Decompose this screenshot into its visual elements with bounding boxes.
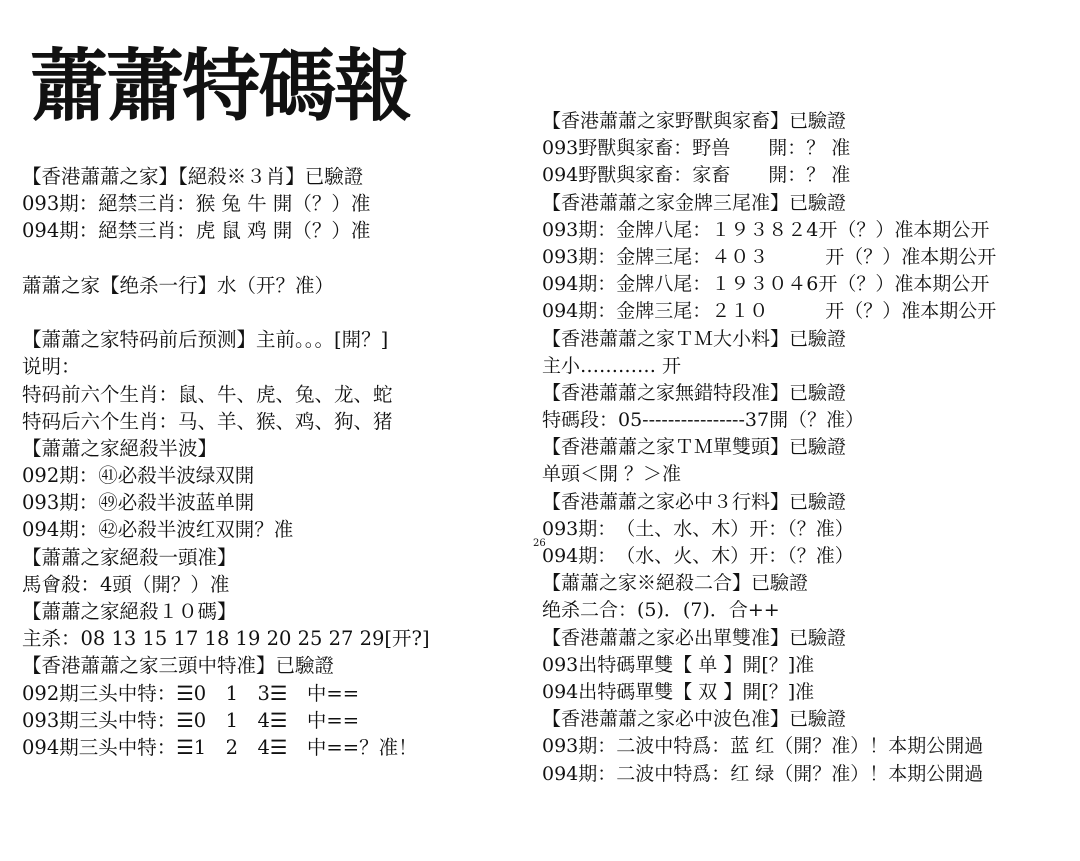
text-line: 094期：絕禁三肖：虎 鼠 鸡 開（？）准: [22, 219, 371, 243]
text-line: 【香港蕭蕭之家三頭中特准】已驗證: [22, 654, 335, 678]
text-line: 特码前六个生肖：鼠、牛、虎、兔、龙、蛇: [22, 382, 393, 406]
text-line: 特码后六个生肖：马、羊、猴、鸡、狗、猪: [22, 409, 393, 433]
text-line: 【香港蕭蕭之家ＴＭ大小料】已驗證: [542, 327, 847, 350]
text-line: 【香港蕭蕭之家金牌三尾准】已驗證: [542, 191, 847, 214]
text-line: 馬會殺：4頭（開？）准: [22, 572, 230, 596]
text-line: 092期：㊶必殺半波绿双開: [22, 464, 255, 488]
text-line: 094期三头中特：☰1 2 4☰ 中==？准！: [22, 735, 418, 759]
text-line: 094野獸與家畜：家畜 開：？ 准: [542, 164, 851, 187]
text-line: 【香港蕭蕭之家野獸與家畜】已驗證: [542, 110, 847, 132]
blank-line: [22, 245, 522, 272]
page-title: 蕭蕭特碼報: [30, 41, 411, 132]
text-line: 【蕭蕭之家絕殺１０碼】: [22, 600, 237, 623]
text-line: 094期： （水、火、木）开：（？准）: [542, 545, 854, 567]
text-line: 【香港蕭蕭之家必中波色准】已驗證: [542, 708, 847, 731]
text-line: 093野獸與家畜：野兽 開：？ 准: [542, 137, 851, 160]
blank-line: [22, 299, 522, 326]
text-line: 093期：㊾必殺半波蓝单開: [22, 491, 255, 515]
text-line: 094期：㊷必殺半波红双開？准: [22, 518, 294, 542]
page-number: 26: [533, 538, 546, 549]
text-line: 094期：二波中特爲：红 绿（開？准）！本期公開過: [542, 762, 984, 785]
text-line: 094期：金牌三尾：２１０ 开（？）准本期公开: [542, 300, 997, 323]
text-line: 【香港蕭蕭之家必出單雙准】已驗證: [542, 626, 847, 649]
text-line: 【蕭蕭之家※絕殺二合】已驗證: [542, 572, 809, 595]
text-line: 说明：: [22, 355, 81, 379]
text-line: 【香港蕭蕭之家ＴＭ單雙頭】已驗證: [542, 436, 847, 459]
text-line: 092期三头中特：☰0 1 3☰ 中==: [22, 681, 360, 705]
text-line: 【蕭蕭之家絕殺半波】: [22, 436, 218, 460]
text-line: 【香港蕭蕭之家無錯特段准】已驗證: [542, 381, 847, 404]
text-line: 绝杀二合：(5)．(7)．合++: [542, 599, 780, 622]
text-line: 093期：絕禁三肖：猴 兔 牛 開（？）准: [22, 192, 371, 216]
text-line: 特碼段：05----------------37開（？准）: [542, 409, 865, 432]
text-line: 093期： （土、水、木）开：（？准）: [542, 517, 854, 540]
text-line: 094期：金牌八尾：１９３０４6开（？）准本期公开: [542, 273, 990, 296]
text-line: 【香港蕭蕭之家】【絕殺※３肖】已驗證: [22, 165, 364, 188]
text-line: 主杀：08 13 15 17 18 19 20 25 27 29[开?]: [22, 627, 430, 651]
text-line: 【蕭蕭之家特码前后预测】主前。。。[開？]: [22, 328, 389, 352]
text-line: 093期三头中特：☰0 1 4☰ 中==: [22, 708, 360, 732]
text-line: 093期：金牌八尾：１９３８２4开（？）准本期公开: [542, 218, 990, 241]
right-column: [542, 108, 1072, 788]
text-line: 单頭＜開 ？＞准: [542, 463, 682, 486]
text-line: 093期：金牌三尾：４０３ 开（？）准本期公开: [542, 245, 997, 268]
text-line: 094出特碼單雙【 双 】開[？]准: [542, 680, 815, 703]
text-line: 主小………… 开: [542, 354, 682, 377]
left-column: [22, 163, 522, 761]
text-line: 【蕭蕭之家絕殺一頭准】: [22, 545, 237, 569]
text-line: 蕭蕭之家【绝杀一行】水（开？准）: [22, 273, 335, 297]
text-line: 【香港蕭蕭之家必中３行料】已驗證: [542, 490, 847, 513]
text-line: 093期：二波中特爲：蓝 红（開？准）！本期公開過: [542, 735, 984, 758]
text-line: 093出特碼單雙【 单 】開[？]准: [542, 653, 815, 676]
